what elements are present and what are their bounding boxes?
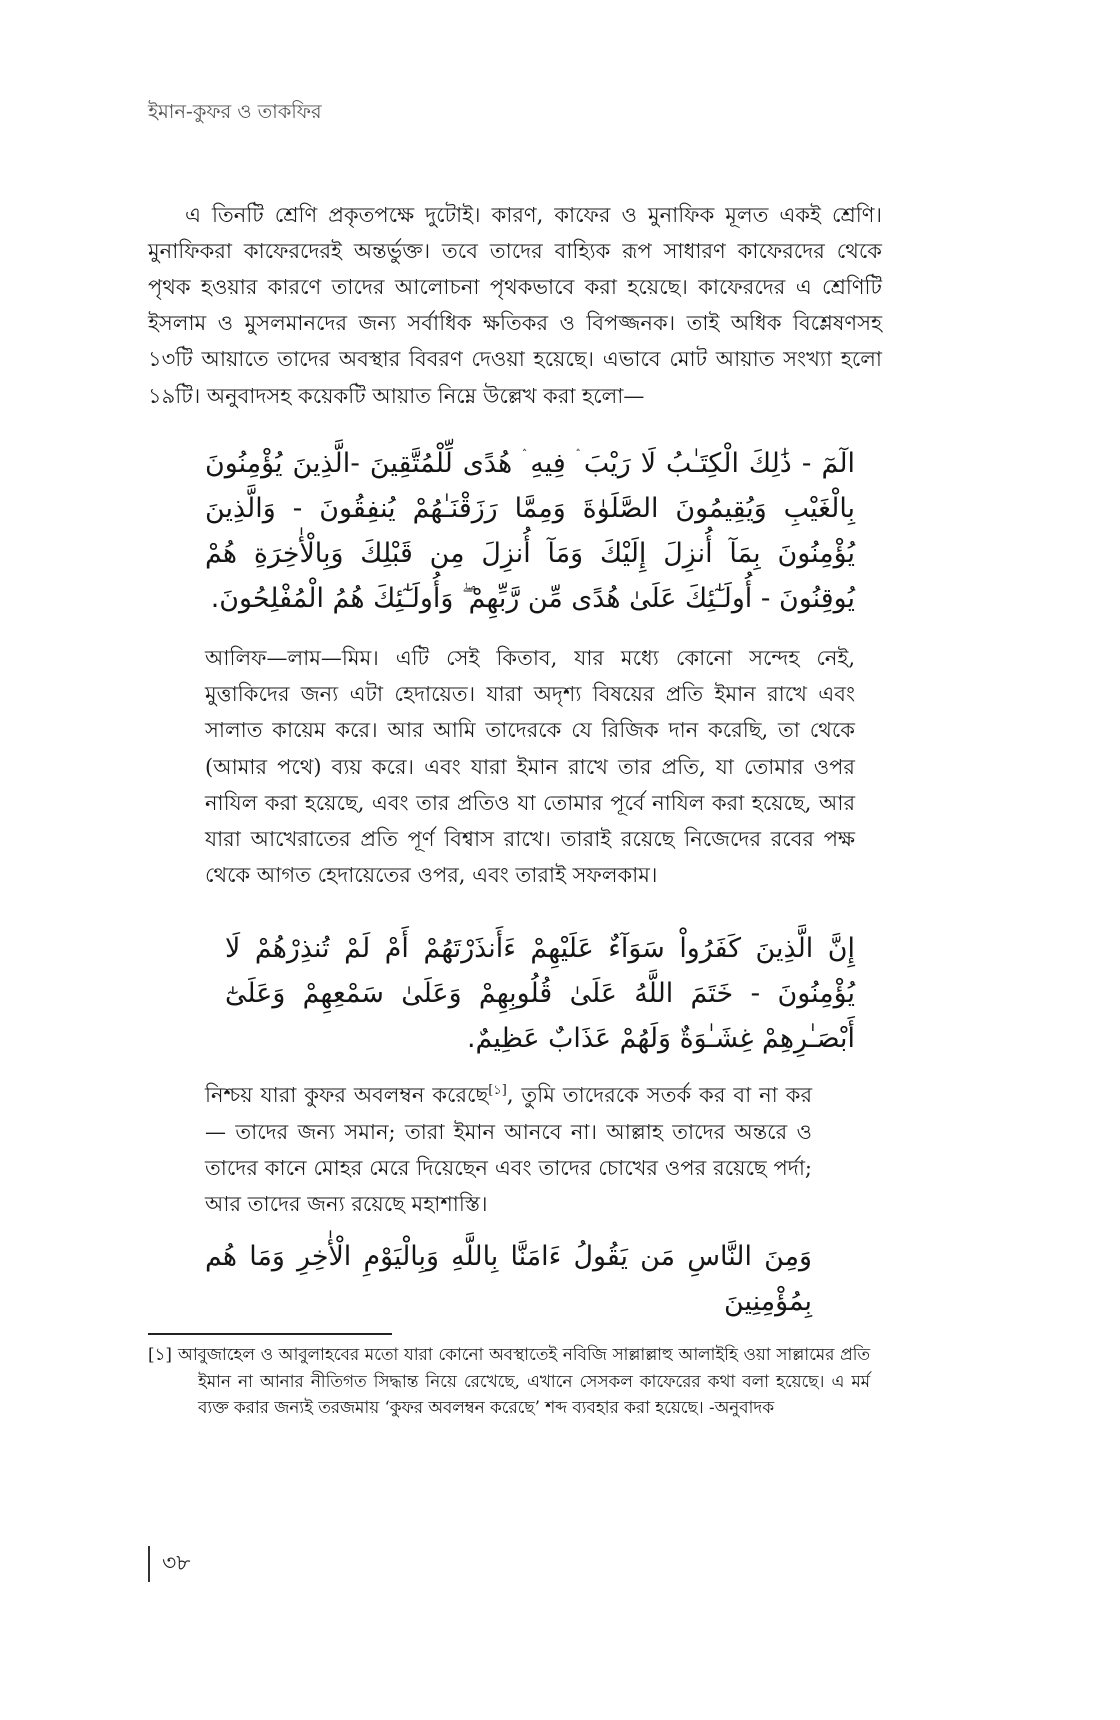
quran-verse-block-2: إِنَّ الَّذِينَ كَفَرُواْ سَوَآءٌ عَلَيْهِمْ ءَأَنذَرْتَهُمْ أَمْ لَمْ تُنذِرْهُمْ لَا يُؤْمِنُونَ - خَتَمَ اللَّهُ عَلَىٰ قُلُوبِهِمْ وَعَلَىٰ سَمْعِهِمْ وَعَلَىٰٓ أَبْصَـٰرِهِمْ غِشَـٰوَةٌ وَلَهُمْ عَذَابٌ عَظِيمٌ. (225, 932, 855, 1055)
translation-paragraph-1: আলিফ—লাম—মিম। এটি সেই কিতাব, যার মধ্যে কোনো সন্দেহ নেই, মুত্তাকিদের জন্য এটা হেদায়েত। যারা অদৃশ্য বিষয়ের প্রতি ইমান রাখে এবং সালাত কায়েম করে। আর আমি তাদেরকে যে রিজিক দান করেছি, তা থেকে (আমার পথে) ব্যয় করে। এবং যারা ইমান রাখে তার প্রতি, যা তোমার ওপর নাযিল করা হয়েছে, এবং তার প্রতিও যা তোমার পূর্বে নাযিল করা হয়েছে, আর যারা আখেরাতের প্রতি পূর্ণ বিশ্বাস রাখে। তারাই রয়েছে নিজেদের রবের পক্ষ থেকে আগত হেদায়েতের ওপর, এবং তারাই সফলকাম। (205, 646, 855, 887)
footnote (148, 1341, 870, 1422)
page-number-bar (148, 1546, 150, 1582)
footnote-label: [১] (148, 1343, 172, 1364)
quran-verse-block-1: الٓمٓ - ذَٰلِكَ الْكِتَـٰبُ لَا رَيْبَ ۛ فِيهِ ۛ هُدًى لِّلْمُتَّقِينَ -الَّذِينَ يُؤْمِنُونَ بِالْغَيْبِ وَيُقِيمُونَ الصَّلَوٰةَ وَمِمَّا رَزَقْنَـٰهُمْ يُنفِقُونَ - وَالَّذِينَ يُؤْمِنُونَ بِمَآ أُنزِلَ إِلَيْكَ وَمَآ أُنزِلَ مِن قَبْلِكَ وَبِالْأٰخِرَةِ هُمْ يُوقِنُونَ - أُولَـٰٓئِكَ عَلَىٰ هُدًى مِّن رَّبِّهِمْ ۖ وَأُولَـٰٓئِكَ هُمُ الْمُفْلِحُونَ. (205, 447, 855, 615)
translation-paragraph-2 (205, 1077, 812, 1221)
footnote-divider (148, 1333, 392, 1335)
footnote-reference: [১] (488, 1083, 507, 1099)
translation-text-before-ref: নিশ্চয় যারা কুফর অবলম্বন করেছে (205, 1083, 489, 1108)
quran-verse-block-3: وَمِنَ النَّاسِ مَن يَقُولُ ءَامَنَّا بِاللَّهِ وَبِالْيَوْمِ الْأٰخِرِ وَمَا هُم بِمُؤْمِنِينَ (205, 1240, 812, 1317)
running-header: ইমান-কুফর ও তাকফির (148, 100, 322, 123)
intro-paragraph: এ তিনটি শ্রেণি প্রকৃতপক্ষে দুটোই। কারণ, কাফের ও মুনাফিক মূলত একই শ্রেণি। মুনাফিকরা কাফেরদেরই অন্তর্ভুক্ত। তবে তাদের বাহ্যিক রূপ সাধারণ কাফেরদের থেকে পৃথক হওয়ার কারণে তাদের আলোচনা পৃথকভাবে করা হয়েছে। কাফেরদের এ শ্রেণিটি ইসলাম ও মুসলমানদের জন্য সর্বাধিক ক্ষতিকর ও বিপজ্জনক। তাই অধিক বিশ্লেষণসহ ১৩টি আয়াতে তাদের অবস্থার বিবরণ দেওয়া হয়েছে। এভাবে মোট আয়াত সংখ্যা হলো ১৯টি। অনুবাদসহ কয়েকটি আয়াত নিম্নে উল্লেখ করা হলো— (148, 203, 882, 408)
footnote-text: আবুজাহেল ও আবুলাহবের মতো যারা কোনো অবস্থাতেই নবিজি সাল্লাল্লাহু আলাইহি ওয়া সাল্লামের প্রতি ইমান না আনার নীতিগত সিদ্ধান্ত নিয়ে রেখেছে, এখানে সেসকল কাফেরের কথা বলা হয়েছে। এ মর্ম ব্যক্ত করার জন্যই তরজমায় ‘কুফর অবলম্বন করেছে’ শব্দ ব্যবহার করা হয়েছে। -অনুবাদক (177, 1343, 870, 1418)
page-number: ৩৮ (162, 1551, 191, 1576)
translation-text-after-ref: , তুমি তাদেরকে সতর্ক কর বা না কর— তাদের জন্য সমান; তারা ইমান আনবে না। আল্লাহ তাদের অন্তরে ও তাদের কানে মোহর মেরে দিয়েছেন এবং তাদের চোখের ওপর রয়েছে পর্দা; আর তাদের জন্য রয়েছে মহাশাস্তি। (205, 1083, 812, 1216)
page-content (148, 100, 882, 1421)
